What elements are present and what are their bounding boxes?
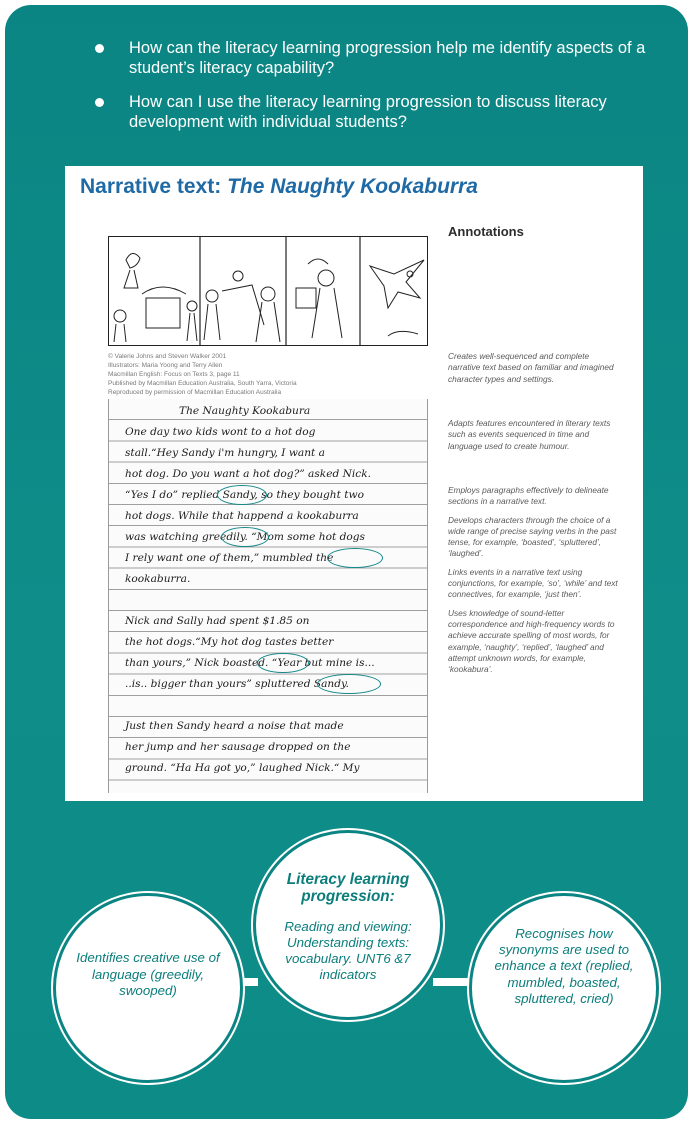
bubble-text: Reading and viewing: Understanding texts: vocabulary. UNT6 &7 indicators [284, 919, 412, 982]
credit-line: Macmillan English: Focus on Texts 3, page 11 [108, 371, 240, 378]
document-title [80, 175, 478, 199]
credit-line: Reproduced by permission of Macmillan Education Australia [108, 389, 282, 396]
handwriting-line: was watching greedily. “Mom some hot dogs [125, 531, 365, 543]
word-circle [327, 548, 383, 568]
handwriting-line: hot dog. Do you want a hot dog?” asked Nick. [125, 468, 372, 480]
annotation-text: Adapts features encountered in literary texts such as events sequenced in time and language used to create humour. [448, 418, 611, 451]
image-credits [108, 352, 297, 397]
annotation-group [448, 351, 620, 392]
synonyms-bubble [469, 893, 659, 1083]
handwriting-line: kookaburra. [125, 573, 191, 585]
handwritten-work-sample [108, 399, 428, 793]
question-item [95, 38, 655, 78]
handwriting-line: the hot dogs.“My hot dog tastes better [125, 636, 334, 648]
word-circle [221, 527, 269, 547]
handwriting-line: her jump and her sausage dropped on the [125, 741, 351, 753]
annotation-text: Links events in a narrative text using conjunctions, for example, ‘so’, ‘while’ and text connectives, for example, ‘just then’. [448, 566, 618, 600]
reflection-questions [95, 38, 655, 146]
bullet-icon [95, 98, 104, 107]
word-circle [217, 485, 267, 505]
creative-language-bubble [53, 893, 243, 1083]
bubble-text: Recognises how synonyms are used to enhance a text (replied, mumbled, boasted, spluttered, cried) [494, 926, 634, 1006]
handwriting-line: hot dogs. While that happend a kookaburra [125, 510, 359, 522]
progression-bubble [253, 830, 443, 1020]
word-circle [317, 674, 381, 694]
handwriting-line: stall.“Hey Sandy i'm hungry, I want a [125, 447, 325, 459]
comic-strip-illustration [108, 236, 428, 346]
question-item [95, 92, 655, 132]
handwriting-line: One day two kids wont to a hot dog [125, 426, 316, 438]
handwriting-line: ..is.. bigger than yours” spluttered Sandy. [125, 678, 349, 690]
annotation-group [448, 418, 620, 459]
annotations-heading: Annotations [448, 224, 524, 239]
question-text: How can I use the literacy learning progression to discuss literacy development with individual students? [129, 93, 607, 131]
title-italic: The Naughty Kookaburra [227, 175, 478, 198]
title-prefix: Narrative text: [80, 175, 228, 198]
handwriting-line: ground. “Ha Ha got yo,” laughed Nick.“ My [125, 762, 360, 774]
word-circle [257, 653, 309, 673]
credit-line: © Valerie Johns and Steven Walker 2001 [108, 353, 227, 360]
handwriting-line: “Yes I do” replied Sandy, so they bought two [125, 489, 364, 501]
handwriting-line: The Naughty Kookabura [179, 405, 311, 417]
annotation-text: Creates well-sequenced and complete narrative text based on familiar and imagined character types and settings. [448, 351, 614, 384]
work-sample-document [65, 166, 643, 801]
handwriting-line: Just then Sandy heard a noise that made [125, 720, 344, 732]
bubble-text: Identifies creative use of language (greedily, swooped) [76, 950, 220, 998]
annotation-text: Employs paragraphs effectively to delineate sections in a narrative text. [448, 485, 609, 507]
credit-line: Published by Macmillan Education Australia, South Yarra, Victoria [108, 380, 297, 387]
handwriting-line: Nick and Sally had spent $1.85 on [125, 615, 310, 627]
question-text: How can the literacy learning progression help me identify aspects of a student’s literacy capability? [129, 39, 646, 77]
handwriting-line: than yours,” Nick boasted. “Year but mine is... [125, 657, 375, 669]
handwriting-line: I rely want one of them,” mumbled the [125, 552, 334, 564]
annotation-text: Develops characters through the choice of a wide range of precise saying verbs in the past tense, for example, ‘boasted’, ‘spluttered’, ‘laughed’. [448, 514, 617, 559]
annotation-group [448, 485, 620, 682]
credit-line: Illustrators: Maria Yoong and Terry Allen [108, 362, 223, 369]
annotation-text: Uses knowledge of sound-letter correspondence and high-frequency words to achieve accurate spelling of most words, for example, ‘naughty’, ‘replied’, ‘laughed’ and attempt unknown words, for example, ‘kookabura’. [448, 607, 615, 675]
bullet-icon [95, 44, 104, 53]
bubble-title: Literacy learning progression: [286, 871, 410, 905]
